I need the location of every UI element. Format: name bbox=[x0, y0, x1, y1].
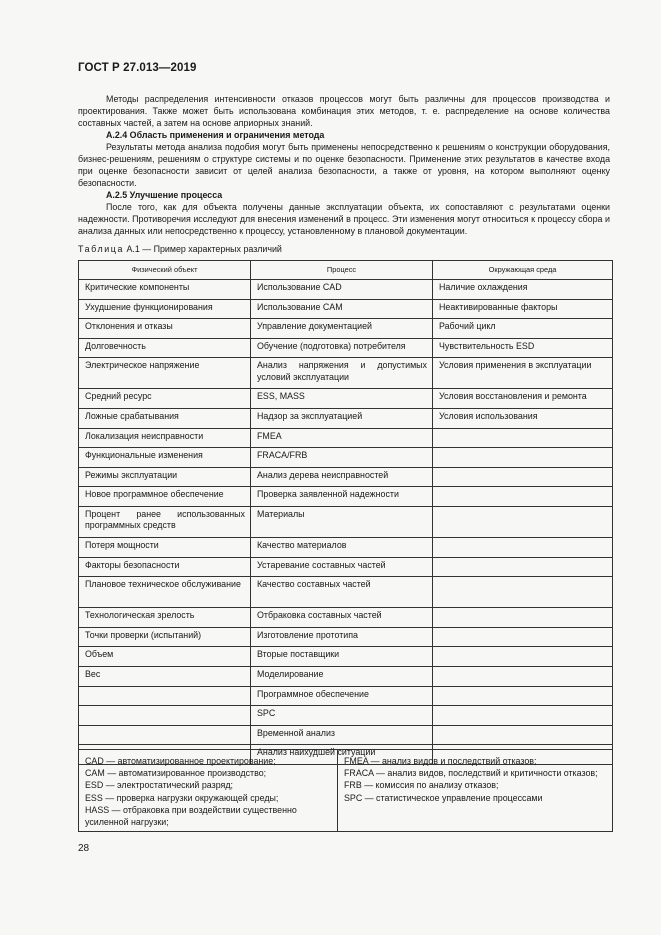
standard-header: ГОСТ Р 27.013—2019 bbox=[78, 62, 197, 74]
paragraph-applicability: Результаты метода анализа подобия могут быть применены непосредственно к решениям о конструкции оборудования, бизнес-решениям, решениям о структуре системы и по оценке безопасности. Применение этих результатов в качестве входа при оценке безопасности зависит от целей анализа безопасности, а также от уровня, на котором выполняют оценку безопасности. bbox=[78, 142, 610, 188]
cell-process: Качество материалов bbox=[251, 537, 433, 557]
section-heading-a24: А.2.4 Область применения и ограничения метода bbox=[106, 130, 325, 140]
cell-environment: Рабочий цикл bbox=[433, 319, 613, 339]
cell-process: Анализ напряжения и допустимых условий эксплуатации bbox=[251, 358, 433, 389]
abbreviation-note: CAM — автоматизированное производство; bbox=[85, 768, 267, 779]
table-row bbox=[79, 647, 613, 667]
cell-process: Использование CAM bbox=[251, 299, 433, 319]
table-row bbox=[79, 448, 613, 468]
cell-environment bbox=[433, 686, 613, 706]
paragraph-process-improvement: После того, как для объекта получены данные эксплуатации объекта, их сопоставляют с результатами оценки надежности. Противоречия исследуют для внесения изменений в процесс. Эти изменения могут относиться к процессу сбора и анализа данных или непосредственно к процессу, установленному в плановой документации. bbox=[78, 202, 610, 236]
cell-physical-object bbox=[79, 706, 251, 726]
abbreviation-note: FRB — комиссия по анализу отказов; bbox=[344, 780, 499, 791]
cell-physical-object: Средний ресурс bbox=[79, 389, 251, 409]
cell-physical-object: Режимы эксплуатации bbox=[79, 467, 251, 487]
cell-environment bbox=[433, 506, 613, 537]
table-caption-text: А.1 — Пример характерных различий bbox=[124, 244, 282, 254]
table-row bbox=[79, 338, 613, 358]
cell-environment bbox=[433, 577, 613, 608]
body-text bbox=[78, 93, 610, 237]
abbreviation-note: FMEA — анализ видов и последствий отказов; bbox=[344, 756, 537, 766]
table-header-row bbox=[79, 261, 613, 280]
table-row bbox=[79, 467, 613, 487]
cell-physical-object bbox=[79, 686, 251, 706]
cell-process: Надзор за эксплуатацией bbox=[251, 408, 433, 428]
cell-physical-object: Отклонения и отказы bbox=[79, 319, 251, 339]
table-row bbox=[79, 725, 613, 745]
cell-environment bbox=[433, 706, 613, 726]
table-row bbox=[79, 557, 613, 577]
cell-environment bbox=[433, 666, 613, 686]
cell-environment bbox=[433, 608, 613, 628]
table-row bbox=[79, 389, 613, 409]
abbreviation-note: SPC — статистическое управление процессами bbox=[344, 792, 543, 803]
cell-process: SPC bbox=[251, 706, 433, 726]
cell-process: Управление документацией bbox=[251, 319, 433, 339]
cell-environment bbox=[433, 448, 613, 468]
cell-physical-object: Процент ранее использованных программных средств bbox=[79, 506, 251, 537]
cell-process: Отбраковка составных частей bbox=[251, 608, 433, 628]
column-header-environment: Окружающая среда bbox=[433, 261, 613, 280]
table-row bbox=[79, 358, 613, 389]
cell-environment: Условия применения в эксплуатации bbox=[433, 358, 613, 389]
cell-environment: Чувствительность ESD bbox=[433, 338, 613, 358]
abbreviation-note: ESS — проверка нагрузки окружающей среды; bbox=[85, 792, 279, 803]
cell-physical-object: Точки проверки (испытаний) bbox=[79, 627, 251, 647]
cell-process: Программное обеспечение bbox=[251, 686, 433, 706]
paragraph-distribution-methods: Методы распределения интенсивности отказов процессов могут быть различны для процессов производства и проектирования. Также может быть использована комбинация этих методов, т. е. распределение на основе количества составных частей, а затем на основе априорных знаний. bbox=[78, 94, 610, 128]
cell-process: Материалы bbox=[251, 506, 433, 537]
cell-process: Анализ наихудшей ситуации bbox=[251, 745, 433, 765]
cell-process: Анализ дерева неисправностей bbox=[251, 467, 433, 487]
table-row bbox=[79, 608, 613, 628]
cell-physical-object: Потеря мощности bbox=[79, 537, 251, 557]
cell-physical-object: Локализация неисправности bbox=[79, 428, 251, 448]
table-row bbox=[79, 577, 613, 608]
table-caption bbox=[78, 243, 282, 255]
cell-process: Временной анализ bbox=[251, 725, 433, 745]
page-number: 28 bbox=[78, 843, 90, 854]
table-row bbox=[79, 299, 613, 319]
table-row bbox=[79, 280, 613, 300]
cell-environment bbox=[433, 537, 613, 557]
table-row bbox=[79, 408, 613, 428]
section-heading-a25: А.2.5 Улучшение процесса bbox=[106, 190, 223, 200]
cell-process: Обучение (подготовка) потребителя bbox=[251, 338, 433, 358]
cell-physical-object: Функциональные изменения bbox=[79, 448, 251, 468]
cell-environment: Условия использования bbox=[433, 408, 613, 428]
cell-environment: Условия восстановления и ремонта bbox=[433, 389, 613, 409]
cell-process: Качество составных частей bbox=[251, 577, 433, 608]
cell-process: ESS, MASS bbox=[251, 389, 433, 409]
cell-environment: Неактивированные факторы bbox=[433, 299, 613, 319]
notes-right-column bbox=[338, 750, 613, 832]
table-row bbox=[79, 666, 613, 686]
cell-process: Вторые поставщики bbox=[251, 647, 433, 667]
cell-process: FMEA bbox=[251, 428, 433, 448]
table-row bbox=[79, 627, 613, 647]
cell-physical-object: Технологическая зрелость bbox=[79, 608, 251, 628]
cell-physical-object: Ложные срабатывания bbox=[79, 408, 251, 428]
table-row bbox=[79, 537, 613, 557]
column-header-physical-object: Физический объект bbox=[79, 261, 251, 280]
cell-environment: Наличие охлаждения bbox=[433, 280, 613, 300]
cell-environment bbox=[433, 725, 613, 745]
cell-environment bbox=[433, 627, 613, 647]
notes-left-column bbox=[79, 750, 338, 832]
cell-process: Проверка заявленной надежности bbox=[251, 487, 433, 507]
table-row bbox=[79, 487, 613, 507]
cell-physical-object: Электрическое напряжение bbox=[79, 358, 251, 389]
abbreviations-notes bbox=[78, 749, 613, 832]
cell-environment bbox=[433, 557, 613, 577]
cell-physical-object: Критические компоненты bbox=[79, 280, 251, 300]
cell-physical-object: Плановое техническое обслуживание bbox=[79, 577, 251, 608]
cell-environment bbox=[433, 487, 613, 507]
cell-physical-object: Ухудшение функционирования bbox=[79, 299, 251, 319]
abbreviation-note: FRACA — анализ видов, последствий и критичности отказов; bbox=[344, 768, 598, 779]
table-row bbox=[79, 506, 613, 537]
abbreviation-note: CAD — автоматизированное проектирование; bbox=[85, 756, 276, 766]
table-row bbox=[79, 428, 613, 448]
abbreviation-note: ESD — электростатический разряд; bbox=[85, 780, 233, 791]
cell-environment bbox=[433, 647, 613, 667]
table-row bbox=[79, 319, 613, 339]
table-row bbox=[79, 706, 613, 726]
cell-process: Изготовление прототипа bbox=[251, 627, 433, 647]
cell-physical-object: Факторы безопасности bbox=[79, 557, 251, 577]
cell-physical-object: Новое программное обеспечение bbox=[79, 487, 251, 507]
cell-physical-object: Долговечность bbox=[79, 338, 251, 358]
differences-table bbox=[78, 260, 613, 765]
table-caption-label: Таблица bbox=[78, 244, 124, 254]
cell-physical-object: Объем bbox=[79, 647, 251, 667]
abbreviation-note: HASS — отбраковка при воздействии существенно усиленной нагрузки; bbox=[85, 804, 297, 828]
cell-physical-object: Вес bbox=[79, 666, 251, 686]
cell-environment bbox=[433, 467, 613, 487]
table-row bbox=[79, 686, 613, 706]
cell-process: FRACA/FRB bbox=[251, 448, 433, 468]
column-header-process: Процесс bbox=[251, 261, 433, 280]
cell-process: Устаревание составных частей bbox=[251, 557, 433, 577]
cell-process: Использование CAD bbox=[251, 280, 433, 300]
cell-process: Моделирование bbox=[251, 666, 433, 686]
cell-environment bbox=[433, 428, 613, 448]
cell-physical-object bbox=[79, 725, 251, 745]
